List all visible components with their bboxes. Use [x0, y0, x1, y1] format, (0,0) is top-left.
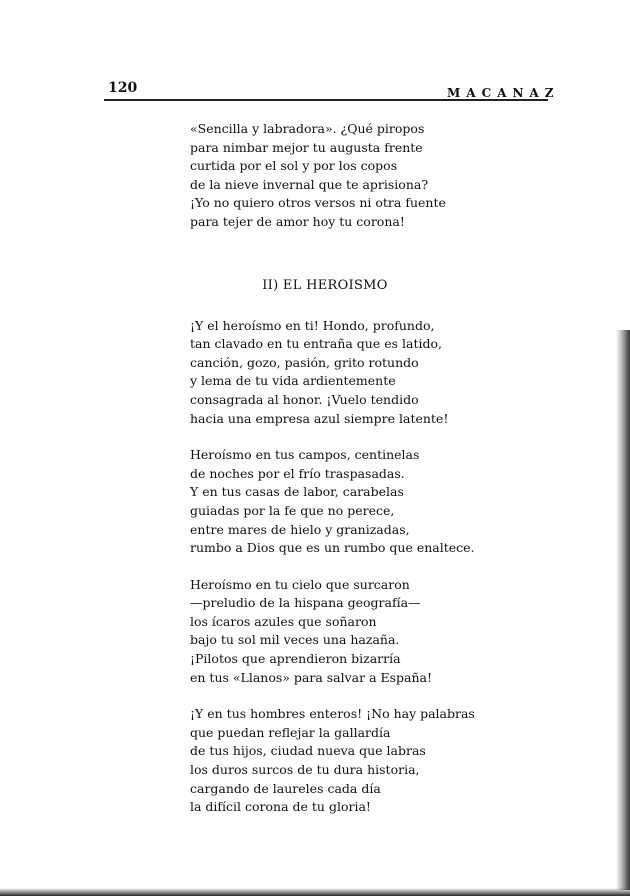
- verse-line: cargando de laureles cada día: [190, 780, 381, 796]
- verse-line: guiadas por la fe que no perece,: [190, 502, 395, 518]
- verse-line: canción, gozo, pasión, grito rotundo: [190, 354, 419, 370]
- running-head: MACANAZ: [447, 86, 560, 100]
- verse-line: ¡Y en tus hombres enteros! ¡No hay palabras: [190, 706, 475, 722]
- page-number: 120: [108, 80, 138, 96]
- verse-line: ¡Yo no quiero otros versos ni otra fuente: [190, 195, 446, 211]
- verse-line: bajo tu sol mil veces una hazaña.: [190, 632, 400, 648]
- verse-line: los ícaros azules que soñaron: [190, 613, 377, 629]
- verse-line: Heroísmo en tu cielo que surcaron: [190, 576, 410, 592]
- verse-line: que puedan reflejar la gallardía: [190, 724, 391, 740]
- verse-line: los duros surcos de tu dura historia,: [190, 762, 420, 778]
- header-rule: [104, 99, 548, 101]
- verse-line: hacia una empresa azul siempre latente!: [190, 410, 449, 426]
- section-title: II) EL HEROISMO: [262, 277, 388, 293]
- verse-line: de noches por el frío traspasadas.: [190, 465, 405, 481]
- stanza-3: [190, 576, 490, 688]
- verse-line: ¡Y el heroísmo en ti! Hondo, profundo,: [190, 317, 435, 333]
- verse-line: para tejer de amor hoy tu corona!: [190, 213, 405, 229]
- verse-line: Y en tus casas de labor, carabelas: [190, 484, 404, 500]
- poem-body: [190, 120, 490, 817]
- verse-line: ¡Pilotos que aprendieron bizarría: [190, 651, 401, 667]
- verse-line: la difícil corona de tu gloria!: [190, 799, 371, 815]
- verse-line: tan clavado en tu entraña que es latido,: [190, 336, 442, 352]
- stanza-intro: [190, 120, 490, 232]
- verse-line: para nimbar mejor tu augusta frente: [190, 139, 423, 155]
- stanza-2: [190, 446, 490, 558]
- verse-line: consagrada al honor. ¡Vuelo tendido: [190, 391, 419, 407]
- verse-line: y lema de tu vida ardientemente: [190, 373, 396, 389]
- stanza-1: [190, 317, 490, 429]
- verse-line: de tus hijos, ciudad nueva que labras: [190, 743, 426, 759]
- stanza-4: [190, 705, 490, 817]
- verse-line: «Sencilla y labradora». ¿Qué piropos: [190, 121, 425, 136]
- verse-line: entre mares de hielo y granizadas,: [190, 521, 410, 537]
- page-edge-shadow: [616, 330, 630, 890]
- verse-line: curtida por el sol y por los copos: [190, 158, 398, 174]
- page-bottom-shadow: [0, 888, 630, 896]
- verse-line: de la nieve invernal que te aprisiona?: [190, 176, 429, 192]
- verse-line: en tus «Llanos» para salvar a España!: [190, 669, 433, 685]
- verse-line: —preludio de la hispana geografía—: [190, 595, 421, 611]
- verse-line: Heroísmo en tus campos, centinelas: [190, 447, 420, 463]
- verse-line: rumbo a Dios que es un rumbo que enaltece.: [190, 540, 475, 556]
